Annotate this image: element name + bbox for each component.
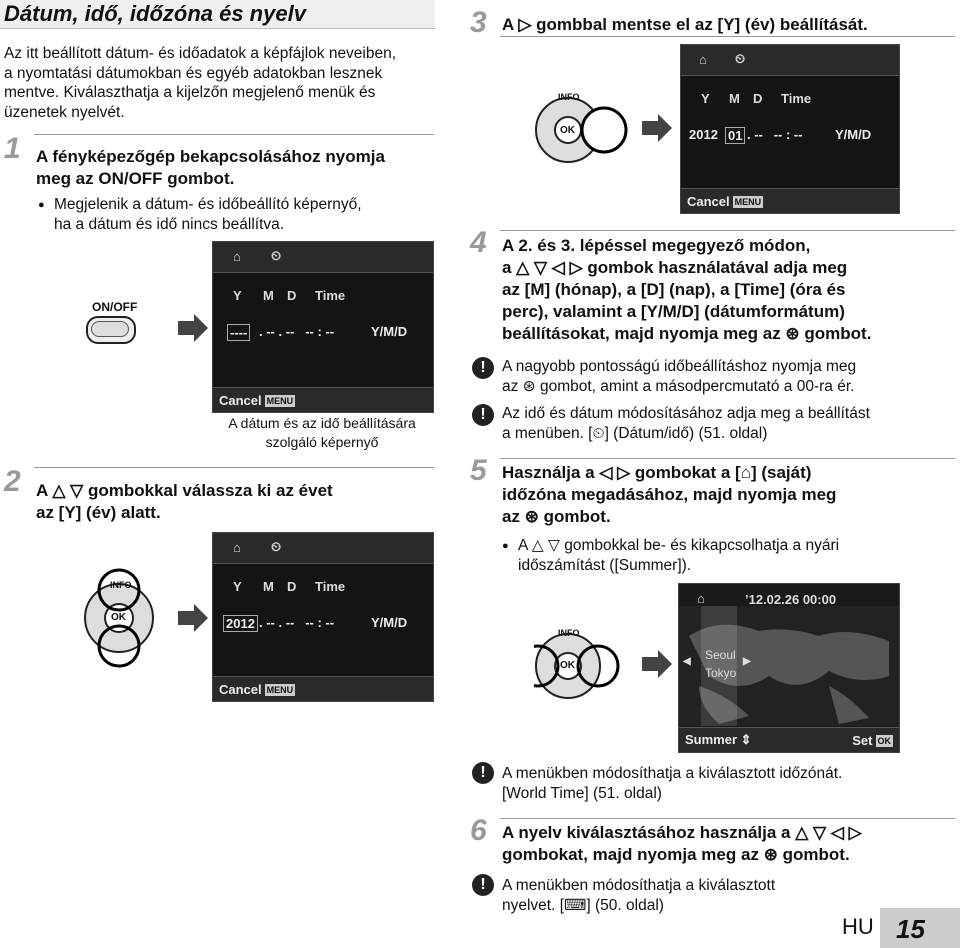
divider	[500, 458, 955, 459]
step-line: az [Y] (év) alatt.	[36, 503, 161, 522]
city-label: Seoul	[705, 648, 736, 662]
set-text: Set	[852, 733, 873, 748]
step-line: a △ ▽ ◁ ▷ gombok használatával adja meg	[502, 258, 848, 277]
intro-line: a nyomtatási dátumokban és egyéb adatokban lesznek	[4, 64, 383, 82]
step-number: 6	[470, 814, 487, 847]
intro-text	[4, 44, 434, 122]
note-icon: !	[472, 874, 494, 896]
note-line: a menüben. [⏲] (Dátum/idő) (51. oldal)	[502, 424, 768, 442]
step-number: 5	[470, 454, 487, 487]
ok-label: OK	[560, 660, 575, 671]
note-line: [World Time] (51. oldal)	[502, 784, 662, 802]
step-number: 3	[470, 6, 487, 39]
cancel-text: Cancel	[687, 194, 730, 209]
up-down-icon: ⇕	[740, 732, 752, 747]
bullet-line: ● A △ ▽ gombokkal be- és kikapcsolhatja a nyári	[518, 537, 840, 554]
bullet-line: ha a dátum és idő nincs beállítva.	[54, 216, 285, 233]
arrow-right-icon	[178, 312, 210, 349]
step-line: Használja a ◁ ▷ gombokat a [⌂] (saját)	[502, 463, 812, 482]
intro-line: üzenetek nyelvét.	[4, 103, 125, 121]
screen1-caption	[212, 414, 432, 452]
menu-tag: MENU	[734, 197, 762, 207]
page-number-box	[880, 908, 960, 948]
step-line: A fényképezőgép bekapcsolásához nyomja	[36, 147, 385, 166]
arrow-right-icon	[178, 602, 210, 639]
note-line: A nagyobb pontosságú időbeállításhoz nyomja meg	[502, 358, 857, 375]
info-label: INFO	[558, 92, 580, 102]
home-icon: ⌂	[699, 52, 707, 67]
label-m: M	[729, 91, 740, 106]
note-text	[502, 404, 957, 443]
note-line: A menükben módosíthatja a kiválasztott időzónát.	[502, 765, 843, 782]
cancel-label	[219, 393, 295, 408]
label-d: D	[287, 579, 297, 594]
control-wheel-illustration	[534, 626, 630, 711]
format-field: Y/M/D	[371, 324, 408, 339]
menu-tag: MENU	[266, 685, 294, 695]
home-icon: ⌂	[233, 540, 241, 555]
label-y: Y	[233, 288, 242, 303]
note-icon: !	[472, 404, 494, 426]
clock-icon: ⏲	[271, 539, 282, 554]
clock-icon: ⏲	[735, 51, 746, 66]
note-line: Az idő és dátum módosításához adja meg a beállítást	[502, 405, 870, 422]
onoff-button-illustration	[86, 316, 136, 344]
note-text	[502, 764, 957, 803]
cancel-text: Cancel	[219, 393, 262, 408]
year-field: 2012	[689, 127, 718, 142]
chevron-left-icon: ◀	[683, 656, 691, 667]
info-label: INFO	[558, 628, 580, 638]
city-label: Tokyo	[705, 666, 737, 680]
caption-line: A dátum és az idő beállítására	[228, 415, 416, 431]
step-line: meg az ON/OFF gombot.	[36, 169, 235, 188]
step1-bullet	[54, 195, 434, 235]
clock-icon: ⏲	[271, 248, 282, 263]
info-label: INFO	[110, 580, 132, 590]
step6-text	[502, 822, 957, 866]
caption-line: szolgáló képernyő	[265, 434, 379, 450]
divider	[34, 467, 434, 468]
note-text	[502, 876, 832, 915]
home-icon: ⌂	[233, 249, 241, 264]
label-y: Y	[233, 579, 242, 594]
note-icon: !	[472, 762, 494, 784]
label-m: M	[263, 288, 274, 303]
section-title: Dátum, idő, időzóna és nyelv	[4, 1, 306, 26]
divider	[34, 134, 434, 135]
label-y: Y	[701, 91, 710, 106]
home-icon: ⌂	[697, 591, 705, 606]
date-rest: . -- -- : --	[747, 127, 803, 142]
note-icon: !	[472, 357, 494, 379]
summer-label	[685, 732, 752, 748]
page-number: 15	[896, 914, 925, 944]
date-time-screen	[212, 532, 434, 702]
label-time: Time	[315, 288, 346, 303]
step-line: A nyelv kiválasztásához használja a △ ▽ ◁ ▷	[502, 823, 862, 842]
step-line: beállításokat, majd nyomja meg az ⊛ gombot.	[502, 324, 872, 343]
date-time-screen	[680, 44, 900, 214]
datetime-readout: ’12.02.26 00:00	[745, 592, 837, 607]
summer-text: Summer	[685, 732, 738, 747]
cancel-label	[687, 194, 763, 209]
label-d: D	[287, 288, 297, 303]
label-time: Time	[315, 579, 346, 594]
note-text	[502, 357, 957, 396]
divider	[500, 230, 955, 231]
bullet-line: időszámítást ([Summer]).	[518, 557, 692, 574]
intro-line: Az itt beállított dátum- és időadatok a képfájlok neveiben,	[4, 45, 397, 62]
label-m: M	[263, 579, 274, 594]
step-line: A △ ▽ gombokkal válassza ki az évet	[36, 481, 333, 500]
language-code: HU	[842, 914, 874, 939]
section-header	[0, 0, 435, 29]
note-line: nyelvet. [⌨] (50. oldal)	[502, 896, 664, 914]
month-field: 01	[725, 127, 745, 144]
date-rest: . -- . -- -- : --	[259, 324, 335, 339]
menu-tag: MENU	[266, 396, 294, 406]
set-label	[852, 733, 893, 748]
control-wheel-illustration	[534, 92, 630, 177]
arrow-right-icon	[642, 112, 674, 149]
intro-line: mentve. Kiválaszthatja a kijelzőn megjelenő menük és	[4, 84, 376, 101]
step-line: az [M] (hónap), a [D] (nap), a [Time] (óra és	[502, 280, 846, 299]
divider	[500, 818, 955, 819]
step-line: perc), valamint a [Y/M/D] (dátumformátum)	[502, 302, 845, 321]
step-line: időzóna megadásához, majd nyomja meg	[502, 485, 837, 504]
arrow-right-icon	[642, 648, 674, 685]
step1-text	[36, 146, 436, 190]
step-number: 4	[470, 226, 487, 259]
year-field: ----	[227, 324, 250, 341]
date-rest: . -- . -- -- : --	[259, 615, 335, 630]
ok-label: OK	[560, 125, 575, 136]
chevron-right-icon: ▶	[743, 656, 751, 667]
ok-label: OK	[111, 612, 126, 623]
note-line: A menükben módosíthatja a kiválasztott	[502, 877, 776, 894]
step-number: 1	[4, 132, 21, 165]
world-time-screen	[678, 583, 900, 753]
bullet-line: ● Megjelenik a dátum- és időbeállító képernyő,	[54, 196, 362, 213]
year-field: 2012	[223, 615, 258, 632]
cancel-text: Cancel	[219, 682, 262, 697]
step-line: gombokat, majd nyomja meg az ⊛ gombot.	[502, 845, 850, 864]
format-field: Y/M/D	[835, 127, 872, 142]
step4-text	[502, 235, 957, 345]
label-time: Time	[781, 91, 812, 106]
step5-bullet	[518, 536, 958, 576]
step3-text: A ▷ gombbal mentse el az [Y] (év) beállítását.	[502, 15, 868, 34]
onoff-label: ON/OFF	[92, 300, 138, 314]
note-line: az ⊛ gombot, amint a másodpercmutató a 00-ra ér.	[502, 377, 855, 395]
step-line: az ⊛ gombot.	[502, 507, 611, 526]
ok-tag: OK	[877, 736, 891, 746]
cancel-label	[219, 682, 295, 697]
label-d: D	[753, 91, 763, 106]
format-field: Y/M/D	[371, 615, 408, 630]
divider	[500, 36, 955, 37]
step-number: 2	[4, 465, 21, 498]
step-line: A 2. és 3. lépéssel megegyező módon,	[502, 236, 811, 255]
date-time-screen	[212, 241, 434, 413]
step5-text	[502, 462, 957, 528]
step2-text	[36, 480, 436, 524]
